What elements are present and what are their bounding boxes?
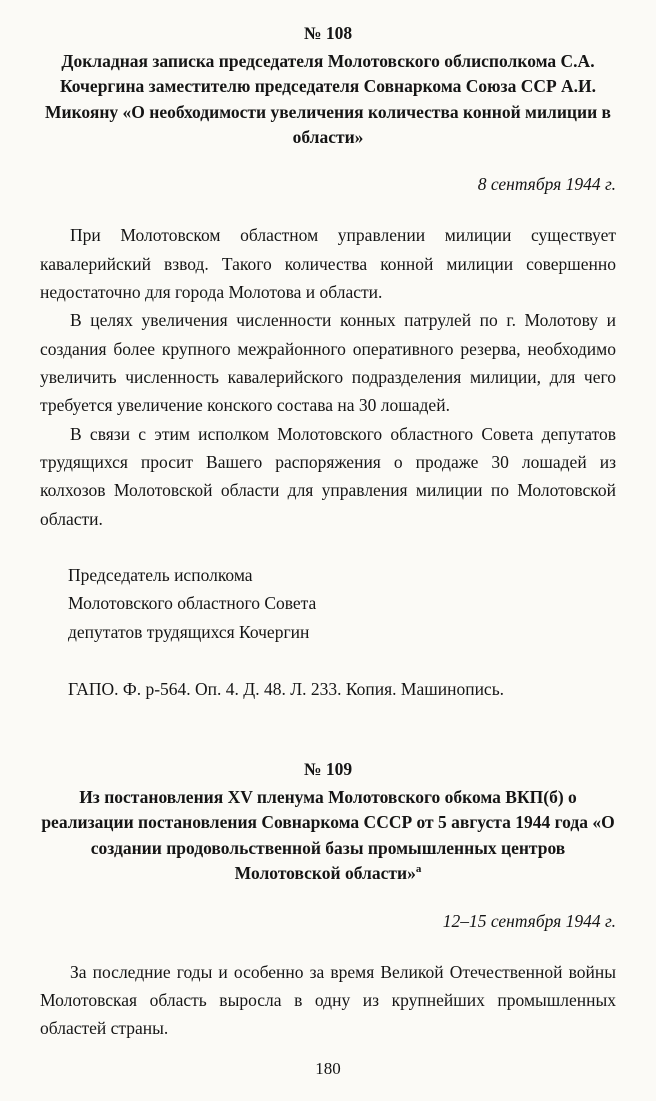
signature-line: депутатов трудящихся Кочергин [68, 621, 310, 642]
doc108-number: № 108 [303, 23, 353, 43]
signature-line: Молотовского областного Совета [68, 593, 317, 614]
doc109-paragraph: За последние годы и особенно за время Великой Отечественной войны Молотовская область выросла в одну из крупнейших промышленных областей страны. [40, 961, 616, 1039]
doc109-title-text: Из постановления XV пленума Молотовского обкома ВКП(б) о реализации постановления Совнаркома СССР от 5 августа 1944 года «О создании продовольственной базы промышленных центров Молотовской области» [41, 787, 615, 884]
section-gap [40, 702, 616, 754]
signature-line: Председатель исполкома [68, 565, 253, 586]
doc108-signature-block [68, 561, 616, 646]
doc108-paragraph: В целях увеличения численности конных патрулей по г. Молотову и создания более крупного межрайонного оперативного резерва, необходимо увеличить численность кавалерийского подразделения милиции, для чего требуется увеличение конского состава на 30 лошадей. [40, 310, 616, 416]
page-number: 180 [315, 1058, 341, 1078]
doc108-archive-reference: ГАПО. Ф. р-564. Оп. 4. Д. 48. Л. 233. Копия. Машинопись. [68, 679, 505, 700]
doc109-number: № 109 [303, 759, 353, 780]
doc108-date: 8 сентября 1944 г. [477, 174, 616, 195]
doc108-title: Докладная записка председателя Молотовского облисполкома С.А. Кочергина заместителю председателя Совнаркома Союза ССР А.И. Микояну «О необходимости увеличения количества конной милиции в области» [44, 50, 612, 147]
doc108-paragraph: В связи с этим исполком Молотовского областного Совета депутатов трудящихся просит Вашего распоряжения о продаже 30 лошадей из колхозов Молотовской области для управления милиции по Молотовской области. [40, 423, 616, 529]
footnote-marker: а [415, 863, 422, 876]
doc109-title [40, 785, 616, 887]
doc108-paragraph: При Молотовском областном управлении милиции существует кавалерийский взвод. Такого количества конной милиции совершенно недостаточно для города Молотова и области. [40, 225, 616, 302]
doc109-date: 12–15 сентября 1944 г. [442, 910, 616, 931]
